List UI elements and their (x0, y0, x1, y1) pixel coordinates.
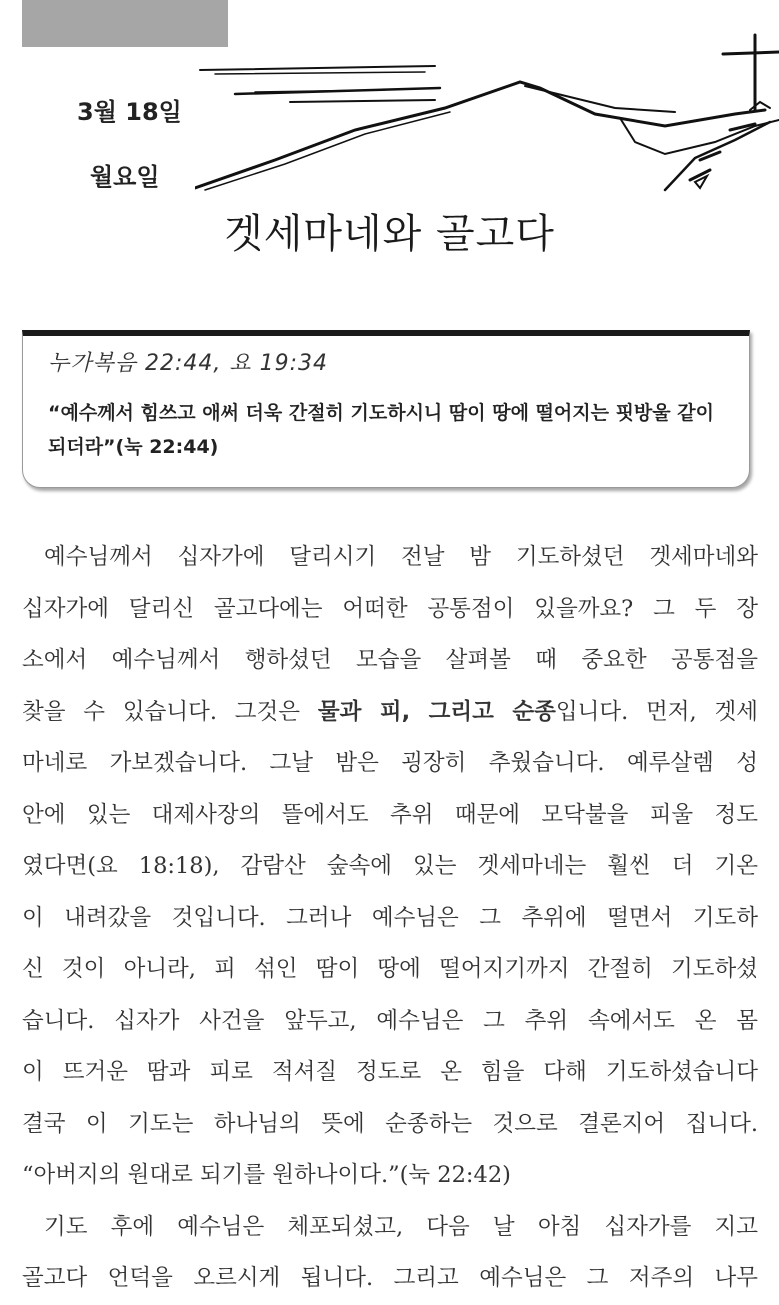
body-line: 안에 있는 대제사장의 뜰에서도 추위 때문에 모닥불을 피울 정도 (22, 801, 758, 828)
body-line: 소에서 예수님께서 행하셨던 모습을 살펴볼 때 중요한 공통점을 (22, 647, 758, 673)
body-line: 예수님께서 십자가에 달리시기 전날 밤 기도하셨던 겟세마네와 (44, 544, 758, 570)
body-line: 찾을 수 있습니다. 그것은 물과 피, 그리고 순종입니다. 먼저, 겟세 (22, 698, 758, 725)
body-line: 이 뜨거운 땀과 피로 적셔질 정도로 온 힘을 다해 기도하셨습니다 (22, 1059, 758, 1085)
emphasis-text: 물과 피, 그리고 순종 (317, 698, 556, 725)
body-line: 골고다 언덕을 오르시게 됩니다. 그리고 예수님은 그 저주의 나무 (22, 1265, 758, 1291)
body-line: 이 내려갔을 것입니다. 그러나 예수님은 그 추위에 떨면서 기도하 (22, 904, 758, 931)
body-line: 습니다. 십자가 사건을 앞두고, 예수님은 그 추위 속에서도 온 몸 (22, 1007, 758, 1034)
scripture-quote: “예수께서 힘쓰고 애써 더욱 간절히 기도하시니 땀이 땅에 떨어지는 핏방울 같이 되더라”(눅 22:44) (48, 402, 714, 458)
body-line: “아버지의 원대로 되기를 원하나이다.”(눅 22:42) (22, 1162, 511, 1188)
body-line: 마네로 가보겠습니다. 그날 밤은 굉장히 추웠습니다. 예루살렘 성 (22, 750, 758, 776)
body-line: 였다면(요 18:18), 감람산 숲속에 있는 겟세마네는 훨씬 더 기온 (22, 853, 758, 879)
body-line: 신 것이 아니라, 피 섞인 땀이 땅에 떨어지기까지 간절히 기도하셨 (22, 956, 758, 982)
body-line: 기도 후에 예수님은 체포되셨고, 다음 날 아침 십자가를 지고 (44, 1213, 758, 1240)
date-label: 3월 18일 (77, 98, 182, 126)
body-line: 십자가에 달리신 골고다에는 어떠한 공통점이 있을까요? 그 두 장 (22, 595, 758, 622)
page-title: 겟세마네와 골고다 (224, 211, 555, 257)
body-line: 결국 이 기도는 하나님의 뜻에 순종하는 것으로 결론지어 집니다. (22, 1110, 758, 1137)
scripture-reference: 누가복음 22:44, 요 19:34 (48, 351, 329, 376)
scripture-box (22, 330, 750, 488)
golgotha-sketch-illustration (195, 30, 779, 195)
weekday-label: 월요일 (90, 163, 160, 191)
devotional-body (22, 532, 758, 1305)
